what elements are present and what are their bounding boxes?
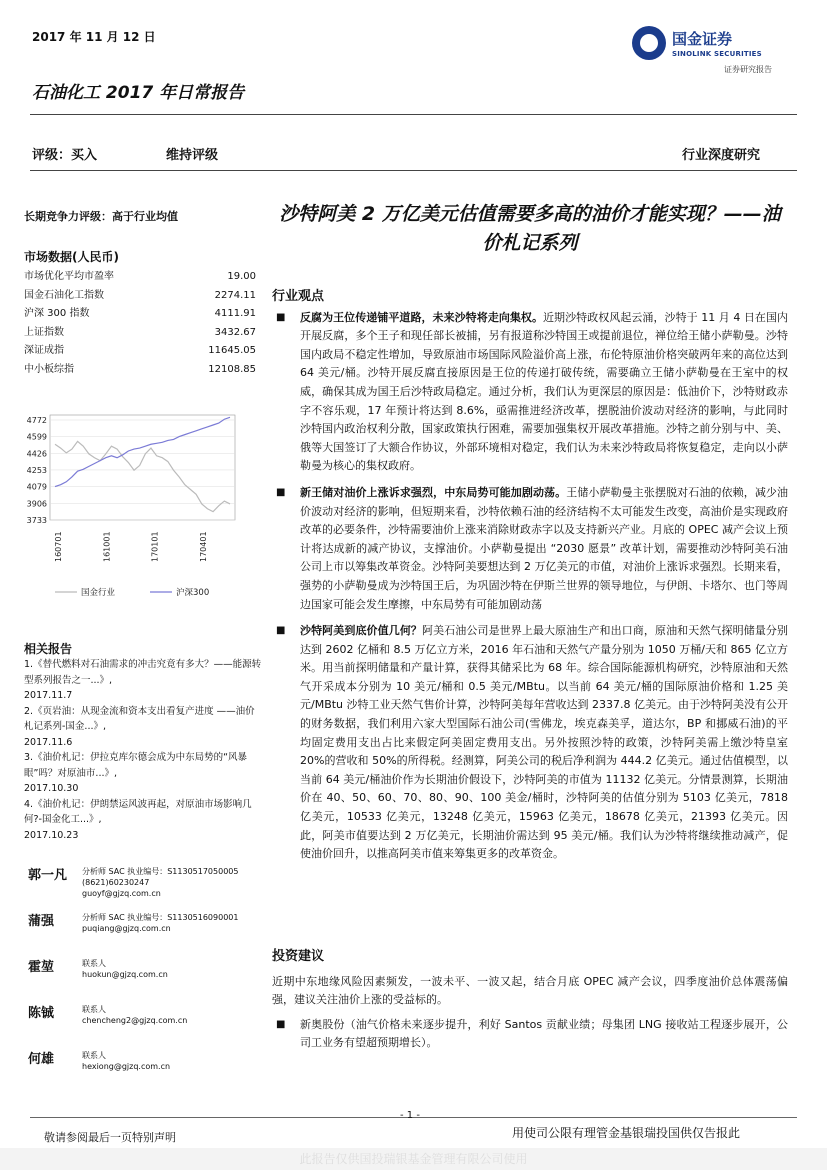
related-item[interactable]: 2017.10.23 [24,829,79,841]
analyst-name: 蒲强 [28,914,55,929]
market-row [24,305,256,324]
analyst [24,1000,264,1046]
analyst-email[interactable]: guoyf@gjzq.com.cn [82,889,161,898]
market-row [24,287,256,306]
analyst [24,954,264,1000]
page-title: 沙特阿美 2 万亿美元估值需要多高的油价才能实现？——油价札记系列 [279,203,781,254]
lead: 新王储对油价上涨诉求强烈，中东局势可能加剧动荡。 [300,485,567,499]
market-label: 沪深 300 指数 [24,308,90,319]
y-tick-label: 4772 [26,416,47,425]
sinolink-logo [632,24,792,78]
main-body [272,288,788,872]
report-type: 行业深度研究 [682,148,761,163]
market-data-table [24,268,256,379]
paragraph: 阿美石油公司是世界上最大原油生产和出口商，原油和天然气探明储量分别达到 2602 亿桶和 8.5 万亿立方米，2016 年石油和天然气产量分别为 1050 万桶/天和 865 亿立方米。用当前探明储量和产量计算，获得其储采比为 68 年。综合国际能源机构研究，沙特原油和天然气开采成本分别为 10 美元/桶和 0.5 美元/MBtu。以当前 64 美元/桶的国际原油价格和 1.25 美元/MBtu 沙特工业天然气售价计算，沙特阿美每年营收达到 2337.8 亿美元。由于沙特阿美没有公开的财务数据，我们利用六家大型国际石油公司(雪佛龙，埃克森美孚，道达尔，BP 和挪威石油)的平均固定费用支出占比来假定阿美固定费用支出。另外按照沙特的政策，沙特阿美需上缴沙特皇室 20%的营收和 50%的所得税。经测算，阿美公司的税后净利润为 444.2 亿美元。通过估值模型，以当前 64 美元/桶油价作为长期油价假设下，沙特阿美的市值为 11132 亿美元。分情景测算，长期油价在 40、50、60、70、80、90、100 美金/桶时，沙特阿美的估值分别为 5103 亿美元，7818 亿美元，10533 亿美元，13248 亿美元，15963 亿美元，18678 亿美元，21393 亿美元。因此，阿美市值要达到 2 万亿美元，长期油价需达到 95 美元/桶。我们认为沙特将继续推动减产，促使油价回升，以推高阿美市值来筹集更多的改革资金。 [300,624,789,861]
market-label: 国金石油化工指数 [24,289,104,301]
bullet-paragraph [272,484,788,614]
rating: 评级：买入 [32,148,98,163]
lead: 反腐为王位传递铺平道路，未来沙特将走向集权。 [300,310,544,324]
market-label: 中小板综指 [24,363,74,375]
related-item[interactable]: 3.《油价札记：伊拉克库尔德会成为中东局势的“风暴眼”吗？对原油市...》, [24,752,247,779]
analyst-info: 联系人 [82,1005,106,1014]
bullet-paragraph [272,622,788,864]
y-tick-label: 4079 [26,482,47,492]
x-tick-label: 161001 [102,531,112,562]
analyst-info: 分析师 SAC 执业编号：S1130516090001 [82,913,239,922]
analyst-info: hexiong@gjzq.com.cn [82,1062,171,1071]
bullet-paragraph [272,309,788,476]
analyst-info: 联系人 [82,1051,106,1060]
x-tick-label: 160701 [54,531,63,562]
maintain-rating: 维持评级 [166,148,219,163]
analyst-name: 何雄 [28,1052,55,1067]
disclaimer: 敬请参阅最后一页特别声明 [44,1131,176,1144]
report-date: 2017 年 11 月 12 日 [32,30,156,44]
market-row [24,324,256,343]
analyst-info: chencheng2@gjzq.com.cn [82,1016,188,1025]
related-reports [24,657,264,843]
market-row [24,361,256,380]
analyst-info: 联系人 [82,959,106,968]
market-label: 深证成指 [24,345,64,356]
market-value: 11645.05 [208,345,256,356]
related-item[interactable]: 2017.11.7 [24,690,73,701]
section-title: 行业观点 [272,289,325,304]
bullet-paragraph: ■ 新奥股份（油气价格未来逐步提升，利好 Santos 贡献业绩；母集团 LNG 接收站工程逐步展开，公司工业务有望超预期增长）。 [272,1016,788,1053]
analyst-info: 分析师 SAC 执业编号：S1130517050005 [82,867,239,876]
page-number: - 1 - [400,1110,420,1121]
analyst-info: puqiang@gjzq.com.cn [82,924,171,933]
analyst-info: (8621)60230247 [82,878,150,887]
market-row [24,268,256,287]
analyst [24,1046,264,1092]
analyst-name: 霍堃 [28,960,55,975]
market-label: 上证指数 [24,326,64,338]
x-tick-label: 170101 [150,531,160,562]
market-data-title: 市场数据(人民币) [24,250,119,264]
logo-cn: 国金证券 [672,30,733,48]
logo-en: SINOLINK SECURITIES [672,50,762,58]
analysts [24,862,264,1092]
legend-label: 沪深300 [176,588,210,598]
divider [30,114,797,115]
market-label: 市场优化平均市盈率 [24,271,114,282]
related-item[interactable]: 2017.10.30 [24,783,79,794]
index-chart [20,405,260,605]
series-line-0 [55,441,230,511]
series-line-1 [55,417,230,486]
x-tick-label: 170401 [199,531,208,562]
logo-sub: 证券研究报告 [724,65,772,74]
plot-frame [50,415,235,520]
long-term-rating: 长期竞争力评级：高于行业均值 [24,210,178,223]
market-value: 12108.85 [208,363,256,375]
paragraph: 近期中东地缘风险因素频发，一波未平、一波又起，结合月底 OPEC 减产会议，四季度油价总体震荡偏强，建议关注油价上涨的受益标的。 [272,974,788,1007]
paragraph: 近期沙特政权风起云涌，沙特于 11 月 4 日在国内开展反腐，多个王子和现任部长被捕，另有报道称沙特国王或提前退位，禅位给王储小萨勒曼。沙特国内政局不稳定性增加，导致原油市场国际风险溢价高上涨，布伦特原油价格突破两年来的高位达到 64 美元/桶。沙特开展反腐直接原因是王位的传递打破传统，需要确立王储小萨勒曼在王室中的权威，确保其成为国王后沙特政局稳定。通过分析，我们认为更深层的原因是：低油价下，沙特财政赤字不容乐观，17 年预计将达到 8.6%，亟需推进经济改革，摆脱油价波动对经济的影响，与此同时沙特国内政治权利分散，国家政策执行困难，需要加强集权开展改革措施。沙特之前分别与中、美、俄等大国签订了大额合作协议，外部环境相对稳定，我们认为未来沙特政局将恢复稳定，走向以小萨勒曼为核心的集权政府。 [300,310,789,473]
analyst-name: 郭一凡 [28,868,68,883]
market-value: 4111.91 [214,308,256,319]
related-item[interactable]: 2017.11.6 [24,736,73,748]
section-title: 投资建议 [272,949,325,964]
y-tick-label: 3906 [26,499,47,509]
market-value: 19.00 [227,271,256,282]
y-tick-label: 4426 [26,449,47,459]
legend-label: 国金行业 [81,588,116,598]
market-value: 2274.11 [214,289,256,301]
y-tick-label: 3733 [26,516,47,525]
footer-right: 用使司公限有理管金基银瑞投国供仅告报此 [512,1126,741,1140]
lead: 沙特阿美到底价值几何？ [300,624,423,638]
y-tick-label: 4253 [26,465,47,475]
market-value: 3432.67 [214,326,256,338]
related-item[interactable]: 2.《页岩油：从现金流和资本支出看复产进度 ——油价札记系列-国金...》, [24,705,255,732]
analyst-name: 陈铖 [28,1006,55,1021]
market-row [24,342,256,361]
logo-icon [632,26,666,60]
related-item[interactable]: 1.《替代燃料对石油需求的冲击究竟有多大？——能源转型系列报告之一...》, [24,659,262,686]
analyst [24,862,264,908]
divider [30,170,797,171]
report-series: 石油化工 2017 年日常报告 [32,83,245,103]
investment-advice [272,948,788,1061]
paragraph: 王储小萨勒曼主张摆脱对石油的依赖，减少油价波动对经济的影响，但短期来看，沙特依赖石油的经济结构不太可能发生改变，高油价是实现政府改革的必要条件，沙特需要油价上涨来消除财政赤字以及支持新兴产业。月底的 OPEC 减产会议上预计将达成新的减产协议，支撑油价。小萨勒曼提出 “2030 愿景” 改革计划，需要推动沙特阿美石油公司上市以筹集改革资金。沙特阿美要想达到 2 万亿美元的市值，对油价上涨诉求强烈。长期来看，强势的小萨勒曼成为沙特国王后，为巩固沙特在伊斯兰世界的领导地位，与伊朗、卡塔尔、也门等周边国家可能会发生摩擦，中东局势有可能加剧动荡 [300,485,789,611]
related-item[interactable]: 4.《油价札记：伊朗禁运风波再起，对原油市场影响几何?-国金化工...》, [24,798,252,825]
y-tick-label: 4599 [26,432,47,442]
analyst [24,908,264,954]
related-title: 相关报告 [24,642,73,656]
watermark: 此报告仅供国投瑞银基金管理有限公司使用 [0,1148,827,1170]
analyst-info: huokun@gjzq.com.cn [82,970,168,979]
